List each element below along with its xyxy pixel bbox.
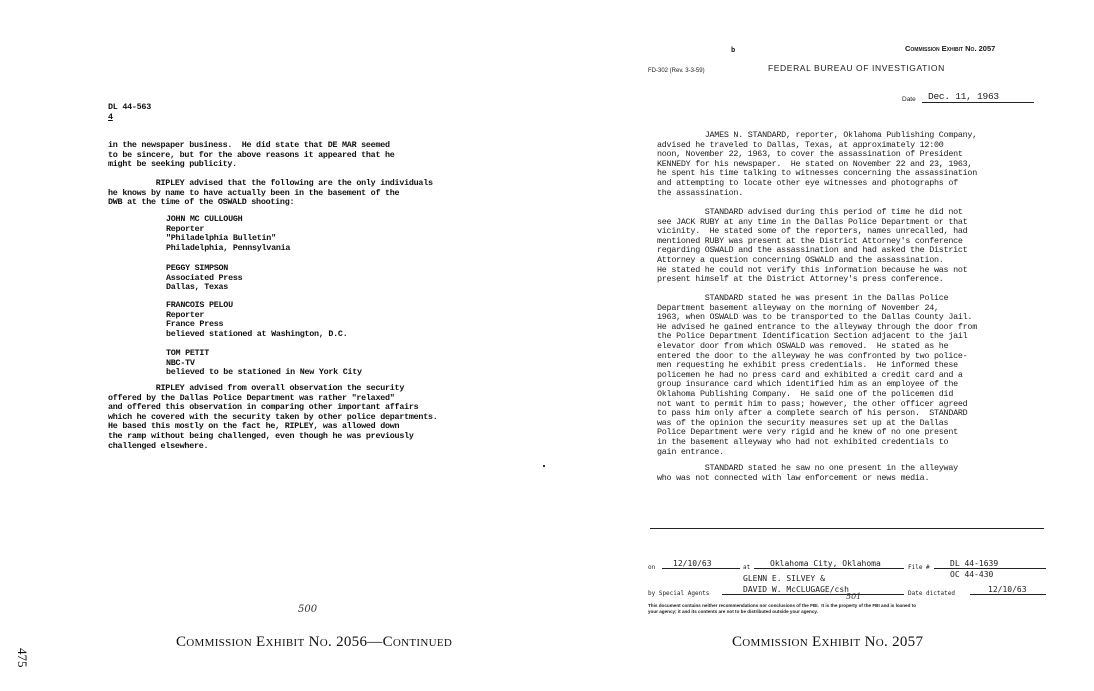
left-paragraph-1	[108, 141, 395, 170]
right-exhibit-header	[905, 44, 995, 53]
form-number: FD-302 (Rev. 3-3-59)	[648, 68, 705, 74]
text-line: was of the opinion the security measures set up at the Dallas	[657, 417, 949, 428]
text-line: JOHN MC CULLOUGH	[166, 214, 243, 224]
left-caption-text: Commission Exhibit No. 2056—Continued	[176, 634, 453, 650]
date-value: Dec. 11, 1963	[928, 91, 999, 102]
text-line: Dallas, Texas	[166, 282, 229, 293]
left-individual-3	[166, 301, 347, 339]
text-line: noon, November 22, 1963, to cover the assassination of President	[657, 149, 963, 160]
text-line: challenged elsewhere.	[108, 440, 209, 451]
text-line: STANDARD stated he saw no one present in the alleyway	[657, 463, 958, 473]
text-line: 1963, when OSWALD was to be transported to the Dallas County Jail.	[657, 312, 973, 323]
footer-separator	[650, 528, 1044, 529]
left-paragraph-3	[108, 384, 438, 451]
text-line: gain entrance.	[657, 446, 724, 457]
left-individual-1	[166, 215, 290, 253]
left-file-number: DL 44-563	[108, 102, 151, 112]
text-line: RIPLEY advised from overall observation the security	[108, 383, 405, 393]
text-line: JAMES N. STANDARD, reporter, Oklahoma Publishing Company,	[657, 130, 977, 140]
footer-dictated-value: 12/10/63	[988, 585, 1027, 594]
text-line: men requesting he exhibit press credentials. He informed these	[657, 360, 958, 371]
right-corner-mark: b	[731, 46, 736, 54]
text-line: which he covered with the security taken by other police departments.	[108, 411, 438, 422]
footer-dictated-label: Date dictated	[908, 590, 955, 597]
left-page-number: 4	[108, 112, 113, 122]
text-line: vicinity. He stated some of the reporters, names unrecalled, had	[657, 226, 968, 237]
text-line: He based this mostly on the fact he, RIPLEY, was allowed down	[108, 421, 400, 432]
footer-at-underline	[754, 568, 904, 569]
text-line: He advised he gained entrance to the alleyway through the door from	[657, 321, 977, 332]
text-line: STANDARD advised during this period of time he did not	[657, 207, 963, 217]
text-line: offered by the Dallas Police Department was rather "relaxed"	[108, 392, 395, 403]
text-line: He stated he could not verify this information because he was not	[657, 264, 968, 275]
right-handwritten-number: 501	[846, 592, 862, 601]
footer-at-value: Oklahoma City, Oklahoma	[770, 559, 881, 568]
text-line: see JACK RUBY at any time in the Dallas Police Department or that	[657, 216, 968, 227]
right-paragraph-3	[657, 294, 977, 457]
text-line: who was not connected with law enforcement or news media.	[657, 472, 930, 483]
date-label: Date	[902, 96, 916, 103]
date-underline	[922, 102, 1034, 103]
right-exhibit-header-text: Commission Exhibit No. 2057	[905, 44, 996, 53]
text-line: the Police Department Identification Section adjacent to the jail	[657, 331, 968, 342]
text-line: Attorney a question concerning OSWALD and the assassination.	[657, 254, 944, 265]
text-line: Reporter	[166, 223, 205, 234]
right-paragraph-4	[657, 464, 958, 483]
text-line: to pass him only after a complete search of his person. STANDARD	[657, 408, 968, 419]
text-line: Philadelphia, Pennsylvania	[166, 242, 291, 253]
text-line: and attempting to locate other eye witnesses and photographs of	[657, 177, 958, 188]
text-line: believed to be stationed in New York City	[166, 367, 362, 378]
text-line: regarding OSWALD and the assassination and had asked the District	[657, 245, 968, 256]
footer-file-label: File #	[908, 564, 930, 571]
text-line: mentioned RUBY was present at the District Attorney's conference	[657, 235, 963, 246]
text-line: RIPLEY advised that the following are the only individuals	[108, 178, 433, 188]
text-line: France Press	[166, 319, 224, 330]
footer-agent-1: GLENN E. SILVEY &	[743, 574, 825, 583]
right-paragraph-1	[657, 131, 977, 198]
left-individual-2	[166, 264, 242, 293]
text-line: NBC-TV	[166, 357, 195, 368]
text-line: Associated Press	[166, 272, 243, 283]
text-line: DWB at the time of the OSWALD shooting:	[108, 197, 295, 208]
text-line: believed stationed at Washington, D.C.	[166, 328, 348, 339]
text-line: FRANCOIS PELOU	[166, 300, 233, 310]
volume-page-number: 475	[15, 648, 30, 668]
footer-agent-underline	[722, 594, 904, 595]
left-handwritten-number: 500	[298, 604, 318, 615]
text-line: to be sincere, but for the above reasons it appeared that he	[108, 149, 395, 160]
text-line: STANDARD stated he was present in the Dallas Police	[657, 293, 949, 303]
text-line: in the newspaper business. He did state that DE MAR seemed	[108, 140, 390, 150]
text-line: Department basement alleyway on the morning of November 24,	[657, 302, 939, 313]
text-line: the assassination.	[657, 187, 743, 198]
divider-dot	[543, 465, 545, 467]
text-line: policemen he had no press card and exhibited a credit card and a	[657, 369, 963, 380]
text-line: he spent his time talking to witnesses concerning the assassination	[657, 168, 977, 179]
footer-disclaimer-1: This document contains neither recommendations nor conclusions of the FBI. It is the property of the FBI and is loaned to	[648, 603, 916, 608]
text-line: might be seeking publicity.	[108, 159, 237, 170]
text-line: group insurance card which identified him as an employee of the	[657, 379, 958, 390]
text-line: Oklahoma Publishing Company. He said one of the policemen did	[657, 388, 954, 399]
right-caption-text: Commission Exhibit No. 2057	[732, 634, 924, 650]
bureau-heading: FEDERAL BUREAU OF INVESTIGATION	[768, 63, 945, 73]
text-line: "Philadelphia Bulletin"	[166, 233, 276, 244]
footer-on-value: 12/10/63	[673, 559, 712, 568]
footer-by-label: by Special Agents	[648, 590, 710, 597]
text-line: in the basement alleyway who had not exhibited credentials to	[657, 436, 949, 447]
text-line: the ramp without being challenged, even though he was previously	[108, 430, 414, 441]
footer-file-value-1: DL 44-1639	[950, 559, 999, 568]
text-line: TOM PETIT	[166, 348, 209, 358]
text-line: he knows by name to have actually been in the basement of the	[108, 187, 400, 198]
text-line: elevator door from which OSWALD was removed. He stated as he	[657, 340, 949, 351]
text-line: advised he traveled to Dallas, Texas, at approximately 12:00	[657, 139, 944, 150]
text-line: Police Department were very rigid and he knew of no one present	[657, 427, 958, 438]
footer-dictated-underline	[970, 594, 1046, 595]
left-caption	[176, 634, 452, 651]
footer-on-underline	[662, 568, 740, 569]
left-paragraph-2	[108, 179, 433, 208]
left-individual-4	[166, 349, 362, 378]
text-line: Reporter	[166, 309, 205, 320]
text-line: PEGGY SIMPSON	[166, 263, 229, 273]
text-line: not want to permit him to pass; however, the other officer agreed	[657, 398, 968, 409]
right-caption	[732, 634, 923, 651]
footer-on-label: on	[648, 564, 656, 571]
text-line: KENNEDY for his newspaper. He stated on November 22 and 23, 1963,	[657, 158, 973, 169]
text-line: entered the door to the alleyway he was confronted by two police-	[657, 350, 968, 361]
text-line: present himself at the District Attorney's press conference.	[657, 274, 944, 285]
footer-disclaimer-2: your agency; it and its contents are not to be distributed outside your agency.	[648, 609, 818, 614]
text-line: and offered this observation in comparing other important affairs	[108, 402, 419, 413]
footer-at-label: at	[743, 564, 751, 571]
right-paragraph-2	[657, 208, 967, 285]
footer-file-value-2: OC 44-430	[950, 570, 994, 579]
footer-agent-2: DAVID W. McCLUGAGE/csh	[743, 585, 849, 594]
